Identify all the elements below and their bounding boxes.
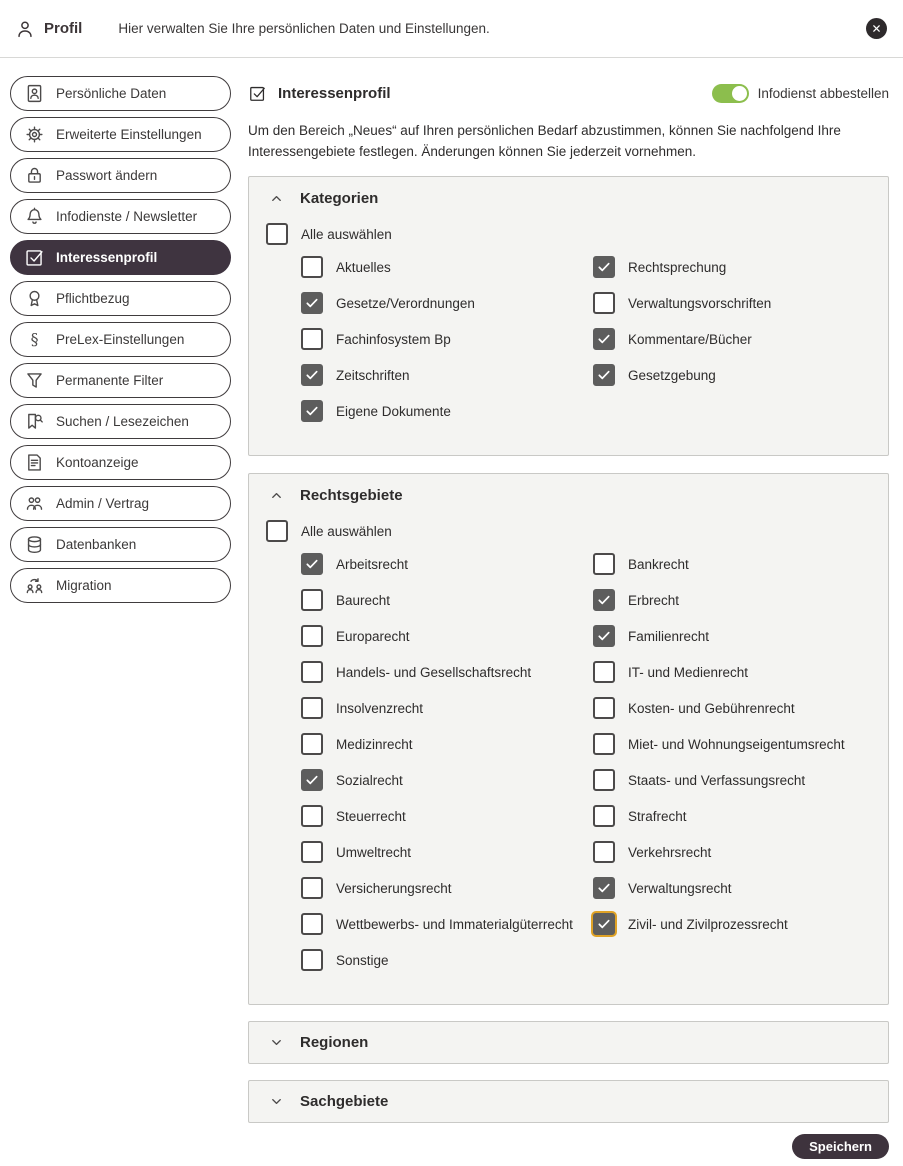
close-button[interactable] bbox=[866, 18, 887, 39]
sidebar-item-infodienste-newsletter[interactable] bbox=[10, 199, 231, 234]
description-text: Um den Bereich „Neues“ auf Ihren persönlichen Bedarf abzustimmen, können Sie nachfolgend Ihre Interessengebiete festlegen. Änderungen können Sie jederzeit vornehmen. bbox=[248, 123, 841, 159]
checkbox-row bbox=[301, 546, 593, 582]
checkbox-label: Handels- und Gesellschaftsrecht bbox=[336, 664, 532, 680]
sidebar-item-prelex-einstellungen[interactable] bbox=[10, 322, 231, 357]
checkbox-label: Europarecht bbox=[336, 628, 410, 644]
checkbox-row bbox=[301, 906, 593, 942]
sidebar-item-datenbanken[interactable] bbox=[10, 527, 231, 562]
checkbox-sozialrecht[interactable] bbox=[301, 769, 323, 791]
migration-icon bbox=[24, 575, 45, 596]
sidebar-item-migration[interactable] bbox=[10, 568, 231, 603]
sidebar-item-label: Passwort ändern bbox=[56, 168, 158, 183]
checkbox-gesetzgebung[interactable] bbox=[593, 364, 615, 386]
checkbox-zeitschriften[interactable] bbox=[301, 364, 323, 386]
checkbox-label: Eigene Dokumente bbox=[336, 403, 451, 419]
checkbox-label: Rechtsprechung bbox=[628, 259, 727, 275]
checkbox-row bbox=[301, 357, 593, 393]
checkbox-label: Verwaltungsvorschriften bbox=[628, 295, 772, 311]
sidebar-item-label: Admin / Vertrag bbox=[56, 496, 150, 511]
section-header-sachgebiete[interactable] bbox=[249, 1081, 888, 1122]
users-icon bbox=[24, 493, 45, 514]
sidebar-item-label: Suchen / Lesezeichen bbox=[56, 414, 189, 429]
checkbox-label: Versicherungsrecht bbox=[336, 880, 452, 896]
checkbox-bankrecht[interactable] bbox=[593, 553, 615, 575]
funnel-icon bbox=[24, 370, 45, 391]
section-header-rechtsgebiete[interactable] bbox=[249, 474, 888, 516]
checkbox-columns bbox=[301, 546, 888, 978]
checkbox-fachinfosystem-bp[interactable] bbox=[301, 328, 323, 350]
sidebar bbox=[0, 58, 248, 609]
sidebar-item-label: Erweiterte Einstellungen bbox=[56, 127, 202, 142]
checkbox-column-left bbox=[301, 546, 593, 978]
checkbox-label: Fachinfosystem Bp bbox=[336, 331, 451, 347]
sidebar-item-admin-vertrag[interactable] bbox=[10, 486, 231, 521]
checkbox-label: Verwaltungsrecht bbox=[628, 880, 732, 896]
checkbox-row bbox=[593, 870, 845, 906]
checkbox-verwaltungsvorschriften[interactable] bbox=[593, 292, 615, 314]
page-subtitle: Hier verwalten Sie Ihre persönlichen Daten und Einstellungen. bbox=[118, 21, 490, 36]
checkbox-sonstige[interactable] bbox=[301, 949, 323, 971]
checkbox-row bbox=[593, 726, 845, 762]
checkbox-label: Medizinrecht bbox=[336, 736, 413, 752]
checkbox-steuerrecht[interactable] bbox=[301, 805, 323, 827]
checkbox-label: Alle auswählen bbox=[301, 226, 392, 242]
checkbox-column-left bbox=[301, 249, 593, 429]
checkbox-row bbox=[301, 870, 593, 906]
gear-icon bbox=[24, 124, 45, 145]
id-card-icon bbox=[24, 83, 45, 104]
checkbox-label: Gesetze/Verordnungen bbox=[336, 295, 475, 311]
sidebar-item-label: Persönliche Daten bbox=[56, 86, 167, 101]
checkbox-row bbox=[301, 393, 593, 429]
checkbox-erbrecht[interactable] bbox=[593, 589, 615, 611]
checkbox-gesetze-verordnungen[interactable] bbox=[301, 292, 323, 314]
bell-icon bbox=[24, 206, 45, 227]
checkbox-verkehrsrecht[interactable] bbox=[593, 841, 615, 863]
sidebar-item-label: Datenbanken bbox=[56, 537, 137, 552]
checkbox-handels-und-gesellschaftsrecht[interactable] bbox=[301, 661, 323, 683]
checkbox-row bbox=[301, 834, 593, 870]
checkbox-row bbox=[593, 618, 845, 654]
checkbox-label: Sonstige bbox=[336, 952, 389, 968]
checkbox-label: Sozialrecht bbox=[336, 772, 403, 788]
checkbox-row bbox=[593, 798, 845, 834]
checkbox-europarecht[interactable] bbox=[301, 625, 323, 647]
checkbox-label: Kosten- und Gebührenrecht bbox=[628, 700, 795, 716]
section-rechtsgebiete bbox=[248, 473, 889, 1005]
layout bbox=[0, 58, 903, 1159]
rosette-icon bbox=[24, 288, 45, 309]
section-header-regionen[interactable] bbox=[249, 1022, 888, 1063]
checkbox-row bbox=[301, 249, 593, 285]
toggle-knob bbox=[731, 85, 748, 102]
checkbox-label: Kommentare/Bücher bbox=[628, 331, 752, 347]
sidebar-item-label: Migration bbox=[56, 578, 112, 593]
sidebar-item-label: Kontoanzeige bbox=[56, 455, 139, 470]
checkbox-eigene-dokumente[interactable] bbox=[301, 400, 323, 422]
sidebar-item-permanente-filter[interactable] bbox=[10, 363, 231, 398]
section-title: Sachgebiete bbox=[300, 1093, 389, 1110]
checkbox-alle-ausw-hlen[interactable] bbox=[266, 223, 288, 245]
main-content bbox=[248, 58, 903, 1159]
checkbox-row bbox=[593, 582, 845, 618]
checkbox-label: Gesetzgebung bbox=[628, 367, 716, 383]
checkbox-row bbox=[301, 582, 593, 618]
checkbox-umweltrecht[interactable] bbox=[301, 841, 323, 863]
checkbox-row bbox=[301, 654, 593, 690]
checkbox-row bbox=[301, 690, 593, 726]
sidebar-item-label: PreLex-Einstellungen bbox=[56, 332, 185, 347]
checkbox-row bbox=[593, 285, 771, 321]
page-title: Profil bbox=[44, 20, 83, 37]
sidebar-item-label: Pflichtbezug bbox=[56, 291, 130, 306]
infodienst-toggle[interactable] bbox=[712, 84, 749, 103]
checkbox-row bbox=[266, 516, 888, 546]
checkbox-rechtsprechung[interactable] bbox=[593, 256, 615, 278]
checkbox-familienrecht[interactable] bbox=[593, 625, 615, 647]
checkbox-label: Staats- und Verfassungsrecht bbox=[628, 772, 806, 788]
checkbox-zivil-und-zivilprozessrecht[interactable] bbox=[593, 913, 615, 935]
checkbox-row bbox=[593, 906, 845, 942]
sections bbox=[248, 176, 889, 1123]
checkbox-row bbox=[593, 249, 771, 285]
sidebar-item-suchen-lesezeichen[interactable] bbox=[10, 404, 231, 439]
checkbox-label: Arbeitsrecht bbox=[336, 556, 409, 572]
section-title: Rechtsgebiete bbox=[300, 486, 403, 504]
section-page-title: Interessenprofil bbox=[278, 84, 391, 102]
checkbox-column-right bbox=[593, 249, 771, 429]
checkbox-column-right bbox=[593, 546, 845, 978]
sidebar-item-interessenprofil[interactable] bbox=[10, 240, 231, 275]
checkbox-label: Zivil- und Zivilprozessrecht bbox=[628, 916, 788, 932]
sidebar-item-pers-nliche-daten[interactable] bbox=[10, 76, 231, 111]
document-icon bbox=[24, 452, 45, 473]
chevron-down-icon bbox=[269, 1035, 284, 1050]
checkbox-row bbox=[593, 762, 845, 798]
checkbox-row bbox=[301, 798, 593, 834]
checkbox-row bbox=[593, 654, 845, 690]
checkbox-columns bbox=[301, 249, 888, 429]
checkbox-label: Wettbewerbs- und Immaterialgüterrecht bbox=[336, 916, 573, 932]
checkbox-row bbox=[301, 762, 593, 798]
section-header-kategorien[interactable] bbox=[249, 177, 888, 219]
checkbox-icon bbox=[24, 247, 45, 268]
checkbox-label: Aktuelles bbox=[336, 259, 391, 275]
checkbox-label: Zeitschriften bbox=[336, 367, 410, 383]
chevron-up-icon bbox=[269, 488, 284, 503]
checkbox-row bbox=[593, 546, 845, 582]
checkbox-baurecht[interactable] bbox=[301, 589, 323, 611]
checkbox-insolvenzrecht[interactable] bbox=[301, 697, 323, 719]
close-icon bbox=[870, 22, 883, 35]
sidebar-item-erweiterte-einstellungen[interactable] bbox=[10, 117, 231, 152]
section-kategorien bbox=[248, 176, 889, 456]
save-row bbox=[248, 1134, 889, 1159]
sidebar-item-label: Interessenprofil bbox=[56, 250, 158, 265]
checkbox-row bbox=[266, 219, 888, 249]
paragraph-icon bbox=[24, 329, 45, 350]
checkbox-label: Alle auswählen bbox=[301, 523, 392, 539]
sidebar-item-passwort-ndern[interactable] bbox=[10, 158, 231, 193]
checkbox-label: Familienrecht bbox=[628, 628, 710, 644]
save-button[interactable]: Speichern bbox=[792, 1134, 889, 1159]
checkbox-row bbox=[593, 690, 845, 726]
checkbox-row bbox=[593, 834, 845, 870]
checkbox-kosten-und-geb-hrenrecht[interactable] bbox=[593, 697, 615, 719]
sidebar-item-label: Permanente Filter bbox=[56, 373, 164, 388]
checkbox-it-und-medienrecht[interactable] bbox=[593, 661, 615, 683]
checkbox-verwaltungsrecht[interactable] bbox=[593, 877, 615, 899]
infodienst-toggle-row bbox=[712, 84, 889, 103]
section-sachgebiete bbox=[248, 1080, 889, 1123]
checkbox-label: IT- und Medienrecht bbox=[628, 664, 749, 680]
checkbox-label: Miet- und Wohnungseigentumsrecht bbox=[628, 736, 845, 752]
checkbox-arbeitsrecht[interactable] bbox=[301, 553, 323, 575]
person-icon bbox=[14, 18, 36, 40]
sidebar-item-pflichtbezug[interactable] bbox=[10, 281, 231, 316]
checkbox-label: Erbrecht bbox=[628, 592, 680, 608]
main-header bbox=[248, 82, 889, 104]
checkbox-kommentare-b-cher[interactable] bbox=[593, 328, 615, 350]
checkbox-miet-und-wohnungseigentumsrecht[interactable] bbox=[593, 733, 615, 755]
section-title: Regionen bbox=[300, 1034, 369, 1051]
chevron-down-icon bbox=[269, 1094, 284, 1109]
checkbox-label: Umweltrecht bbox=[336, 844, 412, 860]
checkbox-row bbox=[301, 321, 593, 357]
checkbox-alle-ausw-hlen[interactable] bbox=[266, 520, 288, 542]
checkbox-label: Insolvenzrecht bbox=[336, 700, 424, 716]
checkbox-row bbox=[301, 618, 593, 654]
checkbox-medizinrecht[interactable] bbox=[301, 733, 323, 755]
lock-icon bbox=[24, 165, 45, 186]
svg-text:§: § bbox=[30, 329, 39, 349]
checkbox-row bbox=[593, 321, 771, 357]
checkbox-aktuelles[interactable] bbox=[301, 256, 323, 278]
checkbox-versicherungsrecht[interactable] bbox=[301, 877, 323, 899]
checkbox-label: Verkehrsrecht bbox=[628, 844, 712, 860]
bookmark-search-icon bbox=[24, 411, 45, 432]
checkbox-staats-und-verfassungsrecht[interactable] bbox=[593, 769, 615, 791]
checkbox-row bbox=[301, 942, 593, 978]
sidebar-item-kontoanzeige[interactable] bbox=[10, 445, 231, 480]
checkbox-row bbox=[593, 357, 771, 393]
section-regionen bbox=[248, 1021, 889, 1064]
section-title: Kategorien bbox=[300, 189, 379, 207]
checkbox-label: Bankrecht bbox=[628, 556, 689, 572]
checkbox-row bbox=[301, 726, 593, 762]
checkbox-wettbewerbs-und-immaterialg-terrecht[interactable] bbox=[301, 913, 323, 935]
infodienst-toggle-label: Infodienst abbestellen bbox=[757, 85, 889, 101]
chevron-up-icon bbox=[269, 191, 284, 206]
checkbox-row bbox=[301, 285, 593, 321]
checkbox-label: Baurecht bbox=[336, 592, 391, 608]
checkbox-label: Strafrecht bbox=[628, 808, 687, 824]
sidebar-item-label: Infodienste / Newsletter bbox=[56, 209, 198, 224]
database-icon bbox=[24, 534, 45, 555]
checkbox-label: Steuerrecht bbox=[336, 808, 406, 824]
checkbox-icon bbox=[248, 84, 267, 103]
checkbox-strafrecht[interactable] bbox=[593, 805, 615, 827]
header bbox=[0, 0, 903, 58]
